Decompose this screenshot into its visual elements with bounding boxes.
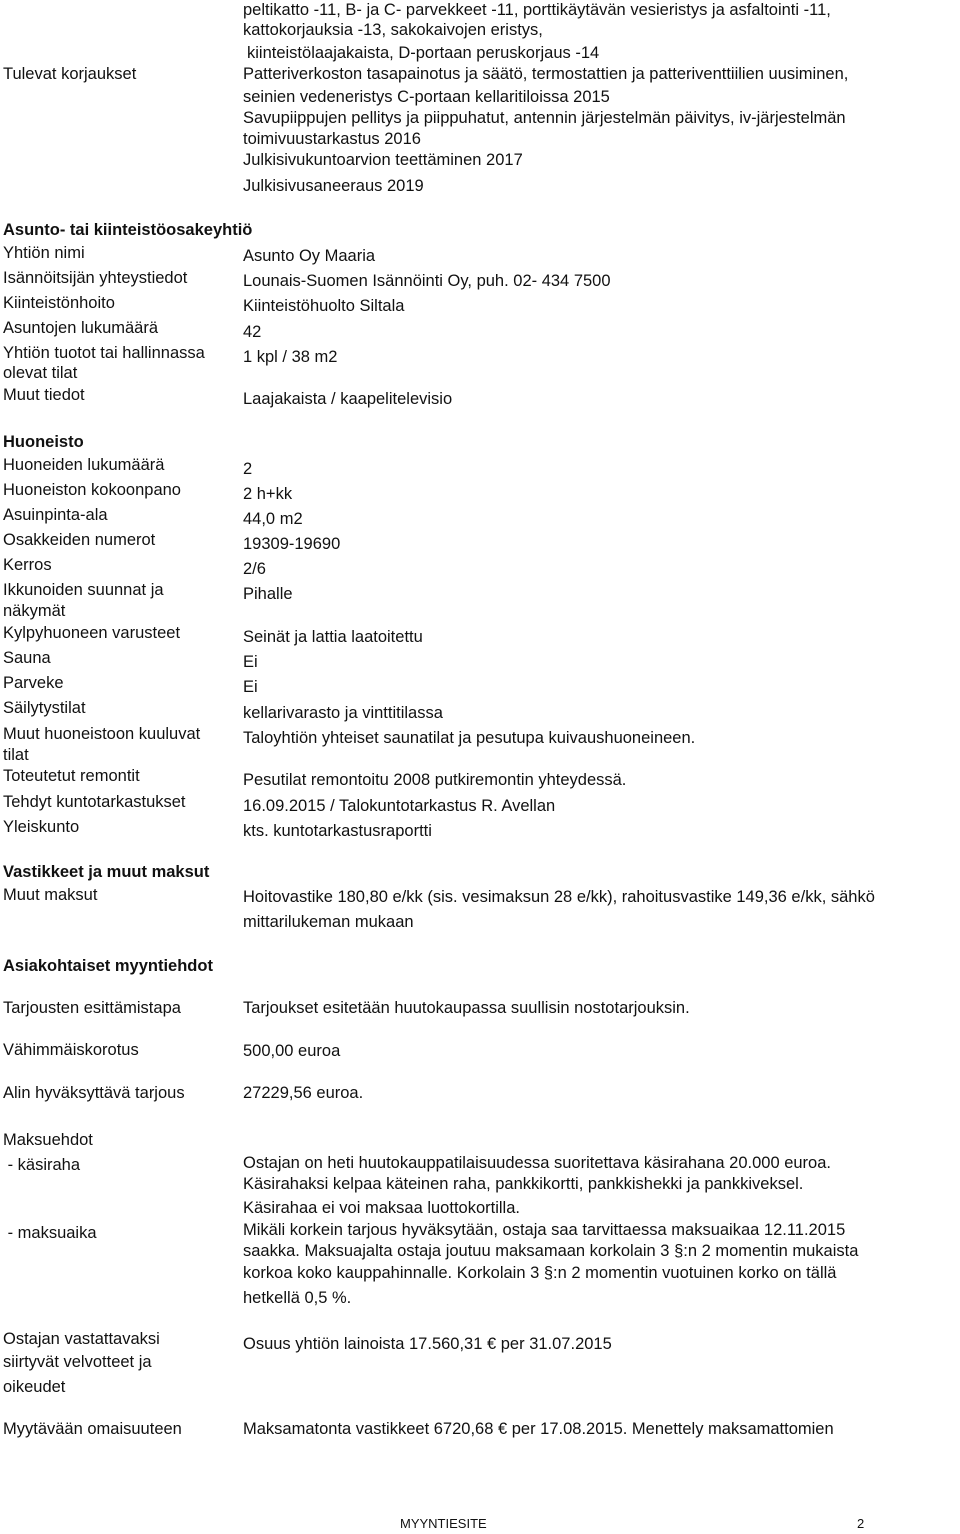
tulevat-line: Patteriverkoston tasapainotus ja säätö, termostattien ja patteriventtiilien uusiminen, [243,65,849,83]
field-label: Tarjousten esittämistapa [3,999,181,1017]
field-label: Vähimmäiskorotus [3,1041,139,1059]
field-label: Muut tiedot [3,386,85,404]
field-label: Kerros [3,556,52,574]
field-label: Kylpyhuoneen varusteet [3,624,181,642]
tulevat-line: Julkisivusaneeraus 2019 [243,177,424,195]
field-label: Asuntojen lukumäärä [3,319,159,337]
section-heading-vastikkeet: Vastikkeet ja muut maksut [3,863,210,881]
field-value: Asunto Oy Maaria [243,247,376,265]
field-value: Maksamatonta vastikkeet 6720,68 € per 17.08.2015. Menettely maksamattomien [243,1420,834,1438]
field-value-cont: saakka. Maksuajalta ostaja joutuu maksamaan korkolain 3 §:n 2 momentin mukaista [243,1242,859,1260]
field-value: 2/6 [243,560,266,578]
field-value: Laajakaista / kaapelitelevisio [243,390,453,408]
field-label: Osakkeiden numerot [3,531,156,549]
field-value-cont: hetkellä 0,5 %. [243,1289,352,1307]
field-label: Huoneiston kokoonpano [3,481,181,499]
page-number: 2 [857,1516,865,1531]
field-label-cont: olevat tilat [3,364,78,382]
field-value-cont: Käsirahaa ei voi maksaa luottokortilla. [243,1199,520,1217]
field-value: Hoitovastike 180,80 e/kk (sis. vesimaksun 28 e/kk), rahoitusvastike 149,36 e/kk, sähkö [243,888,875,906]
field-label: Asuinpinta-ala [3,506,108,524]
field-value: 2 h+kk [243,485,293,503]
field-value: Pihalle [243,585,293,603]
field-value: Kiinteistöhuolto Siltala [243,297,405,315]
field-value: 27229,56 euroa. [243,1084,364,1102]
tulevat-line: toimivuustarkastus 2016 [243,130,421,148]
field-value: Pesutilat remontoitu 2008 putkiremontin yhteydessä. [243,771,627,789]
field-value: 2 [243,460,253,478]
field-label: Parveke [3,674,64,692]
field-label: Toteutetut remontit [3,767,140,785]
field-label: Maksuehdot [3,1131,93,1149]
field-value: Mikäli korkein tarjous hyväksytään, ostaja saa tarvittaessa maksuaikaa 12.11.2015 [243,1221,846,1239]
field-value: Seinät ja lattia laatoitettu [243,628,423,646]
field-label: Huoneiden lukumäärä [3,456,165,474]
field-value-cont: korkoa koko kauppahinnalle. Korkolain 3 §:n 2 momentin vuotuinen korko on tällä [243,1264,837,1282]
field-label: Tehdyt kuntotarkastukset [3,793,186,811]
field-value: 19309-19690 [243,535,341,553]
field-label: Ikkunoiden suunnat ja [3,581,164,599]
field-value: 1 kpl / 38 m2 [243,348,338,366]
field-value: 500,00 euroa [243,1042,341,1060]
field-value: 16.09.2015 / Talokuntotarkastus R. Avellan [243,797,556,815]
field-label: Säilytystilat [3,699,86,717]
field-value: 44,0 m2 [243,510,303,528]
footer-title: MYYNTIESITE [400,1516,487,1531]
field-value: Ostajan on heti huutokauppatilaisuudessa suoritettava käsirahana 20.000 euroa. [243,1154,831,1172]
field-label: Isännöitsijän yhteystiedot [3,269,188,287]
field-value: kellarivarasto ja vinttitilassa [243,704,443,722]
field-label: Myytävään omaisuuteen [3,1420,182,1438]
field-value: Tarjoukset esitetään huutokaupassa suullisin nostotarjouksin. [243,999,690,1017]
section-heading-ehdot: Asiakohtaiset myyntiehdot [3,957,213,975]
field-value: Osuus yhtiön lainoista 17.560,31 € per 31.07.2015 [243,1335,612,1353]
field-label: Kiinteistönhoito [3,294,115,312]
section-heading-yhtio: Asunto- tai kiinteistöosakeyhtiö [3,221,253,239]
field-value: 42 [243,323,262,341]
label-tulevat-korjaukset: Tulevat korjaukset [3,65,137,83]
field-value: Taloyhtiön yhteiset saunatilat ja pesutupa kuivaushuoneineen. [243,729,696,747]
tulevat-line: Julkisivukuntoarvion teettäminen 2017 [243,151,523,169]
tulevat-line: Savupiippujen pellitys ja piippuhatut, antennin järjestelmän päivitys, iv-järjestelmän [243,109,846,127]
field-value-cont: mittarilukeman mukaan [243,913,414,931]
field-value: kts. kuntotarkastusraportti [243,822,432,840]
field-label: Muut huoneistoon kuuluvat [3,725,201,743]
tulevat-line: kiinteistölaajakaista, D-portaan peruskorjaus -14 [247,44,600,62]
field-label-cont: siirtyvät velvotteet ja [3,1353,152,1371]
field-label-cont: oikeudet [3,1378,66,1396]
field-label: Yleiskunto [3,818,80,836]
field-label-cont: tilat [3,746,29,764]
tulevat-line: seinien vedeneristys C-portaan kellaritiloissa 2015 [243,88,610,106]
field-label: Alin hyväksyttävä tarjous [3,1084,185,1102]
field-value: Ei [243,678,258,696]
field-value: Ei [243,653,258,671]
field-label: Sauna [3,649,51,667]
field-label: - käsiraha [3,1156,81,1174]
field-value: Lounais-Suomen Isännöinti Oy, puh. 02- 434 7500 [243,272,611,290]
section-heading-huoneisto: Huoneisto [3,433,84,451]
field-label: Muut maksut [3,886,98,904]
field-label: Yhtiön tuotot tai hallinnassa [3,344,205,362]
field-label: - maksuaika [3,1224,97,1242]
tulevat-line: kattokorjauksia -13, sakokaivojen eristys, [243,21,543,39]
field-label: Ostajan vastattavaksi [3,1330,160,1348]
field-value-cont: Käsirahaksi kelpaa käteinen raha, pankkikortti, pankkishekki ja pankkiveksel. [243,1175,804,1193]
tulevat-line: peltikatto -11, B- ja C- parvekkeet -11, porttikäytävän vesieristys ja asfaltointi -11, [243,1,831,19]
field-label: Yhtiön nimi [3,244,85,262]
field-label-cont: näkymät [3,602,66,620]
